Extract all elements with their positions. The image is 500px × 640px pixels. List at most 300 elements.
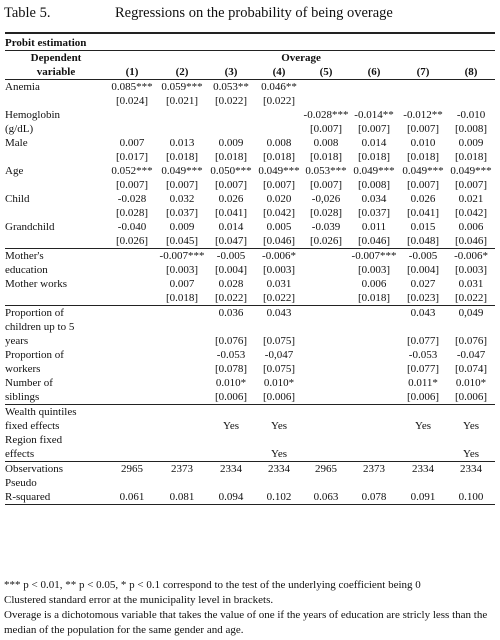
cell-value: Yes [463, 420, 480, 432]
std-error-cell: [0.037] [165, 207, 199, 219]
table-row-grandchild [5, 234, 495, 249]
cell-value [157, 433, 207, 447]
cell-value: 2334 [255, 462, 303, 477]
std-error-cell: [0.018] [406, 151, 440, 163]
table-row-siblings [5, 390, 495, 405]
cell-value: 0.063 [313, 491, 339, 503]
bottom-rule-row [5, 505, 495, 506]
coefficient-cell: 0.026 [218, 193, 244, 205]
coefficient-cell: 0.050*** [210, 165, 252, 177]
std-error-cell: [0.075] [262, 363, 296, 375]
std-error-cell [107, 362, 157, 376]
coefficient-cell: 0.008 [313, 137, 339, 149]
coefficient-cell: 0.085*** [107, 80, 157, 95]
row-label: Observations [5, 462, 107, 477]
cell-value [399, 405, 447, 420]
std-error-cell [107, 390, 157, 405]
row-label: Mother's [5, 249, 107, 264]
row-label: Wealth quintiles [5, 405, 107, 420]
table-title: Regressions on the probability of being overage [115, 5, 393, 21]
cell-value [207, 433, 255, 447]
std-error-cell [255, 122, 303, 136]
std-error-cell: [0.003] [165, 264, 199, 276]
row-label: siblings [5, 391, 40, 403]
coefficient-cell: 0.028 [218, 278, 244, 290]
std-error-cell: [0.024] [115, 95, 149, 107]
cell-value [207, 405, 255, 420]
empty-cell [399, 320, 447, 334]
cell-value [157, 447, 207, 462]
std-error-cell [303, 334, 349, 348]
std-error-cell [349, 362, 399, 376]
coefficient-cell: 0.005 [266, 221, 292, 233]
table-row-mother-edu [5, 249, 495, 264]
std-error-cell [349, 334, 399, 348]
cell-value [157, 405, 207, 420]
table-row-r2 [5, 490, 495, 505]
coefficient-cell: -0.028*** [303, 109, 349, 121]
dep-var-label-1: Dependent [5, 51, 107, 66]
coefficient-cell [107, 348, 157, 362]
table-row-age [5, 164, 495, 178]
dep-var-label-2: variable [36, 66, 76, 78]
row-label [5, 150, 107, 164]
cell-value: 0.078 [361, 491, 387, 503]
coefficient-cell: 0.020 [266, 193, 292, 205]
std-error-cell: [0.048] [406, 235, 440, 247]
coefficient-cell: -0,026 [311, 193, 341, 205]
cell-value [107, 433, 157, 447]
coefficient-cell: 0.036 [207, 306, 255, 321]
cell-value: 0.100 [458, 491, 484, 503]
row-label: Child [5, 193, 30, 205]
coefficient-cell: 0.031 [266, 278, 292, 290]
table-row-prop-children [5, 306, 495, 321]
std-error-cell: [0.006] [406, 391, 440, 403]
row-label [5, 178, 107, 192]
std-error-cell: [0.007] [214, 179, 248, 191]
table-caption [4, 5, 496, 25]
coefficient-cell [157, 108, 207, 122]
cell-value [399, 433, 447, 447]
coefficient-cell: -0.040 [117, 221, 147, 233]
row-label: workers [5, 363, 41, 375]
cell-value [107, 405, 157, 420]
coefficient-cell: 0.010* [215, 377, 247, 389]
coefficient-cell: 0.053** [207, 80, 255, 95]
coefficient-cell [349, 306, 399, 321]
coefficient-cell: 0.014 [218, 221, 244, 233]
row-label: Region fixed [5, 434, 63, 446]
cell-value [349, 419, 399, 433]
std-error-cell: [0.018] [357, 292, 391, 304]
table-row-region-fe [5, 433, 495, 447]
std-error-cell: [0.046] [357, 235, 391, 247]
std-error-cell: [0.008] [357, 179, 391, 191]
coefficient-cell: 0.010 [410, 137, 436, 149]
std-error-cell: [0.075] [262, 335, 296, 347]
coefficient-cell [107, 108, 157, 122]
table-row-anemia [5, 80, 495, 95]
cell-value [303, 447, 349, 462]
coefficient-cell: -0.007*** [349, 249, 399, 264]
std-error-cell: [0.008] [455, 123, 488, 135]
std-error-cell: [0.018] [262, 151, 296, 163]
coefficient-cell: 0.043 [399, 306, 447, 321]
table-row-r2 [5, 476, 495, 490]
std-error-cell: [0.046] [455, 235, 488, 247]
coefficient-cell [107, 249, 157, 264]
std-error-cell [303, 263, 349, 277]
std-error-cell [207, 122, 255, 136]
std-error-cell: [0.076] [455, 335, 488, 347]
coefficient-cell [207, 108, 255, 122]
coefficient-cell: 0.027 [410, 278, 436, 290]
cell-value [303, 419, 349, 433]
std-error-cell: [0.021] [165, 95, 199, 107]
cell-value [107, 447, 157, 462]
cell-value [349, 447, 399, 462]
coefficient-cell: -0,047 [264, 349, 294, 361]
std-error-cell: [0.041] [406, 207, 440, 219]
coefficient-cell: 0.010* [263, 377, 295, 389]
coefficient-cell: 0,049 [447, 306, 495, 321]
row-label: Mother works [5, 278, 68, 290]
cell-value [107, 476, 157, 490]
coefficient-cell: 0.007 [119, 137, 145, 149]
row-label [5, 291, 107, 306]
std-error-cell [349, 94, 399, 108]
coefficient-cell: 0.011* [408, 377, 438, 389]
note-significance: *** p < 0.01, ** p < 0.05, * p < 0.1 correspond to the test of the underlying coefficient being 0 [4, 579, 421, 591]
table-row-mother-works [5, 291, 495, 306]
coefficient-cell: 0.052*** [111, 165, 153, 177]
table-row-anemia [5, 94, 495, 108]
cell-value: Yes [414, 420, 431, 432]
std-error-cell [107, 263, 157, 277]
column-header: (3) [224, 66, 238, 78]
coefficient-cell [303, 376, 349, 390]
group-header: Overage [107, 51, 495, 66]
coefficient-cell [255, 108, 303, 122]
cell-value: 0.081 [169, 491, 195, 503]
std-error-cell: [0.041] [214, 207, 248, 219]
coefficient-cell: -0.010 [456, 109, 486, 121]
section-label: Probit estimation [5, 37, 87, 49]
cell-value [399, 447, 447, 462]
row-label: fixed effects [5, 420, 60, 432]
coefficient-cell: -0.039 [311, 221, 341, 233]
coefficient-cell [447, 80, 495, 95]
std-error-cell: [0.028] [309, 207, 343, 219]
note-overage-definition: Overage is a dichotomous variable that takes the value of one if the years of education are stricly less than the median of the population for the same gender and age. [4, 609, 488, 636]
coefficient-cell: 0.006 [361, 278, 387, 290]
coefficient-cell [349, 348, 399, 362]
table-row-mother-works [5, 277, 495, 291]
coefficient-cell [107, 277, 157, 291]
std-error-cell: [0.003] [357, 264, 391, 276]
std-error-cell [349, 390, 399, 405]
column-header: (6) [367, 66, 381, 78]
cell-value: 0.102 [266, 491, 292, 503]
table-row-male [5, 136, 495, 150]
column-header: (8) [464, 66, 478, 78]
table-row-child [5, 192, 495, 206]
row-label: Grandchild [5, 221, 55, 233]
table-row-siblings [5, 376, 495, 390]
std-error-cell: [0.007] [309, 123, 343, 135]
table-row-grandchild [5, 220, 495, 234]
coefficient-cell: -0.006* [447, 249, 495, 264]
std-error-cell [157, 362, 207, 376]
cell-value [349, 405, 399, 420]
coefficient-cell: 0.043 [255, 306, 303, 321]
empty-cell [157, 320, 207, 334]
std-error-cell: [0.047] [214, 235, 248, 247]
coefficient-cell [349, 376, 399, 390]
coefficient-cell: 0.032 [169, 193, 195, 205]
std-error-cell: [0.017] [115, 151, 149, 163]
column-header: (7) [416, 66, 430, 78]
std-error-cell: [0.022] [214, 292, 248, 304]
coefficient-cell: -0.014** [354, 109, 394, 121]
std-error-cell: [0.077] [406, 363, 440, 375]
row-label: (g/dL) [5, 123, 34, 135]
coefficient-cell [399, 80, 447, 95]
cell-value: 2373 [349, 462, 399, 477]
coefficient-cell: -0.028 [117, 193, 147, 205]
std-error-cell [157, 122, 207, 136]
std-error-cell: [0.004] [214, 264, 248, 276]
std-error-cell: [0.037] [357, 207, 391, 219]
std-error-cell [447, 94, 495, 108]
cell-value [447, 433, 495, 447]
cell-value [303, 405, 349, 420]
table-row-prop-workers [5, 362, 495, 376]
coefficient-cell [303, 249, 349, 264]
cell-value: 2334 [447, 462, 495, 477]
cell-value [399, 476, 447, 490]
std-error-cell: [0.022] [262, 95, 296, 107]
table-row-prop-children [5, 334, 495, 348]
std-error-cell: [0.007] [455, 179, 488, 191]
coefficient-cell: 0.059*** [157, 80, 207, 95]
std-error-cell: [0.022] [214, 95, 248, 107]
std-error-cell: [0.007] [406, 179, 440, 191]
cell-value [447, 476, 495, 490]
table-row-child [5, 206, 495, 220]
row-label [5, 206, 107, 220]
row-label: Age [5, 165, 24, 177]
coefficient-cell: 0.021 [458, 193, 484, 205]
cell-value: 2334 [399, 462, 447, 477]
std-error-cell: [0.018] [309, 151, 343, 163]
coefficient-cell: 0.011 [361, 221, 387, 233]
std-error-cell: [0.022] [262, 292, 296, 304]
std-error-cell: [0.018] [455, 151, 488, 163]
bottom-rule [5, 505, 495, 506]
cell-value [207, 476, 255, 490]
std-error-cell: [0.026] [115, 235, 149, 247]
cell-value [349, 476, 399, 490]
row-label: education [5, 264, 48, 276]
std-error-cell: [0.022] [455, 292, 488, 304]
cell-value: 2334 [207, 462, 255, 477]
header-row-2 [5, 65, 495, 80]
cell-value [255, 405, 303, 420]
std-error-cell: [0.078] [214, 363, 248, 375]
empty-cell [255, 320, 303, 334]
note-clustered-se: Clustered standard error at the municipality level in brackets. [4, 594, 274, 606]
coefficient-cell: 0.026 [410, 193, 436, 205]
column-header: (5) [319, 66, 333, 78]
std-error-cell: [0.018] [165, 151, 199, 163]
std-error-cell: [0.003] [455, 264, 488, 276]
std-error-cell: [0.018] [357, 151, 391, 163]
coefficient-cell: 0.013 [169, 137, 195, 149]
coefficient-cell: 0.009 [169, 221, 195, 233]
header-row-1 [5, 51, 495, 66]
std-error-cell: [0.045] [165, 235, 199, 247]
row-label [5, 94, 107, 108]
std-error-cell [107, 122, 157, 136]
table-number: Table 5. [4, 5, 51, 21]
std-error-cell: [0.007] [309, 179, 343, 191]
row-label: Pseudo [5, 477, 37, 489]
coefficient-cell: 0.046** [255, 80, 303, 95]
coefficient-cell: 0.009 [218, 137, 244, 149]
std-error-cell: [0.018] [165, 292, 199, 304]
coefficient-cell: 0.053*** [305, 165, 347, 177]
coefficient-cell: 0.031 [458, 278, 484, 290]
std-error-cell: [0.074] [455, 363, 488, 375]
std-error-cell: [0.023] [406, 292, 440, 304]
std-error-cell: [0.007] [357, 123, 391, 135]
cell-value: 2373 [157, 462, 207, 477]
coefficient-cell: 0.049*** [402, 165, 444, 177]
cell-value [303, 476, 349, 490]
row-label: Proportion of [5, 306, 107, 321]
coefficient-cell: 0.010* [455, 377, 487, 389]
table-row-prop-children [5, 320, 495, 334]
table-row-mother-edu [5, 263, 495, 277]
coefficient-cell [303, 80, 349, 95]
coefficient-cell [107, 306, 157, 321]
cell-value: Yes [463, 448, 480, 460]
coefficient-cell: -0.047 [456, 349, 486, 361]
coefficient-cell: 0.049*** [258, 165, 300, 177]
cell-value [157, 419, 207, 433]
table-row-wealth-fe [5, 405, 495, 420]
empty-cell [303, 320, 349, 334]
std-error-cell: [0.018] [214, 151, 248, 163]
cell-value: 0.094 [218, 491, 244, 503]
coefficient-cell: 0.006 [458, 221, 484, 233]
cell-value [255, 476, 303, 490]
table-row-male [5, 150, 495, 164]
coefficient-cell: -0.012** [403, 109, 443, 121]
cell-value: 0.061 [119, 491, 145, 503]
row-label: Number of [5, 377, 53, 389]
empty-cell [349, 320, 399, 334]
std-error-cell [107, 334, 157, 348]
column-header: (4) [272, 66, 286, 78]
std-error-cell [157, 334, 207, 348]
table-notes [4, 578, 496, 638]
coefficient-cell [349, 80, 399, 95]
std-error-cell: [0.006] [262, 391, 296, 403]
coefficient-cell: -0.053 [408, 349, 438, 361]
row-label: children up to 5 [5, 321, 75, 333]
std-error-cell: [0.007] [115, 179, 149, 191]
coefficient-cell: 0.015 [410, 221, 436, 233]
std-error-cell [303, 362, 349, 376]
cell-value [207, 447, 255, 462]
coefficient-cell: -0.006* [255, 249, 303, 264]
cell-value [107, 419, 157, 433]
coefficient-cell: 0.009 [458, 137, 484, 149]
coefficient-cell: -0.005 [207, 249, 255, 264]
table-row-region-fe [5, 447, 495, 462]
std-error-cell: [0.007] [406, 123, 440, 135]
row-label: Proportion of [5, 349, 64, 361]
std-error-cell [107, 291, 157, 306]
coefficient-cell: -0.053 [216, 349, 246, 361]
coefficient-cell: 0.049*** [161, 165, 203, 177]
coefficient-cell: 0.034 [361, 193, 387, 205]
table-row-observations [5, 462, 495, 477]
std-error-cell [303, 291, 349, 306]
row-label: effects [5, 448, 35, 460]
coefficient-cell: 0.014 [361, 137, 387, 149]
empty-cell [207, 320, 255, 334]
std-error-cell: [0.026] [309, 235, 343, 247]
std-error-cell: [0.042] [262, 207, 296, 219]
cell-value: Yes [270, 448, 287, 460]
table-row-hemoglobin [5, 108, 495, 122]
std-error-cell: [0.004] [406, 264, 440, 276]
std-error-cell: [0.028] [115, 207, 149, 219]
coefficient-cell: 0.008 [266, 137, 292, 149]
coefficient-cell [303, 348, 349, 362]
row-label: years [5, 335, 29, 347]
coefficient-cell [303, 306, 349, 321]
coefficient-cell [157, 306, 207, 321]
std-error-cell: [0.077] [406, 335, 440, 347]
table-row-prop-workers [5, 348, 495, 362]
coefficient-cell: 0.049*** [353, 165, 395, 177]
coefficient-cell: 0.007 [169, 278, 195, 290]
coefficient-cell: -0.007*** [157, 249, 207, 264]
std-error-cell: [0.003] [262, 264, 296, 276]
coefficient-cell: 0.049*** [450, 165, 492, 177]
cell-value [255, 433, 303, 447]
coefficient-cell [157, 348, 207, 362]
table-row-wealth-fe [5, 419, 495, 433]
std-error-cell: [0.076] [214, 335, 248, 347]
column-header: (1) [125, 66, 139, 78]
std-error-cell [303, 94, 349, 108]
cell-value: 2965 [303, 462, 349, 477]
section-row [5, 36, 495, 51]
empty-cell [447, 320, 495, 334]
empty-cell [107, 320, 157, 334]
std-error-cell: [0.007] [262, 179, 296, 191]
coefficient-cell: -0.005 [399, 249, 447, 264]
cell-value [349, 433, 399, 447]
row-label: Male [5, 137, 28, 149]
column-header: (2) [175, 66, 189, 78]
